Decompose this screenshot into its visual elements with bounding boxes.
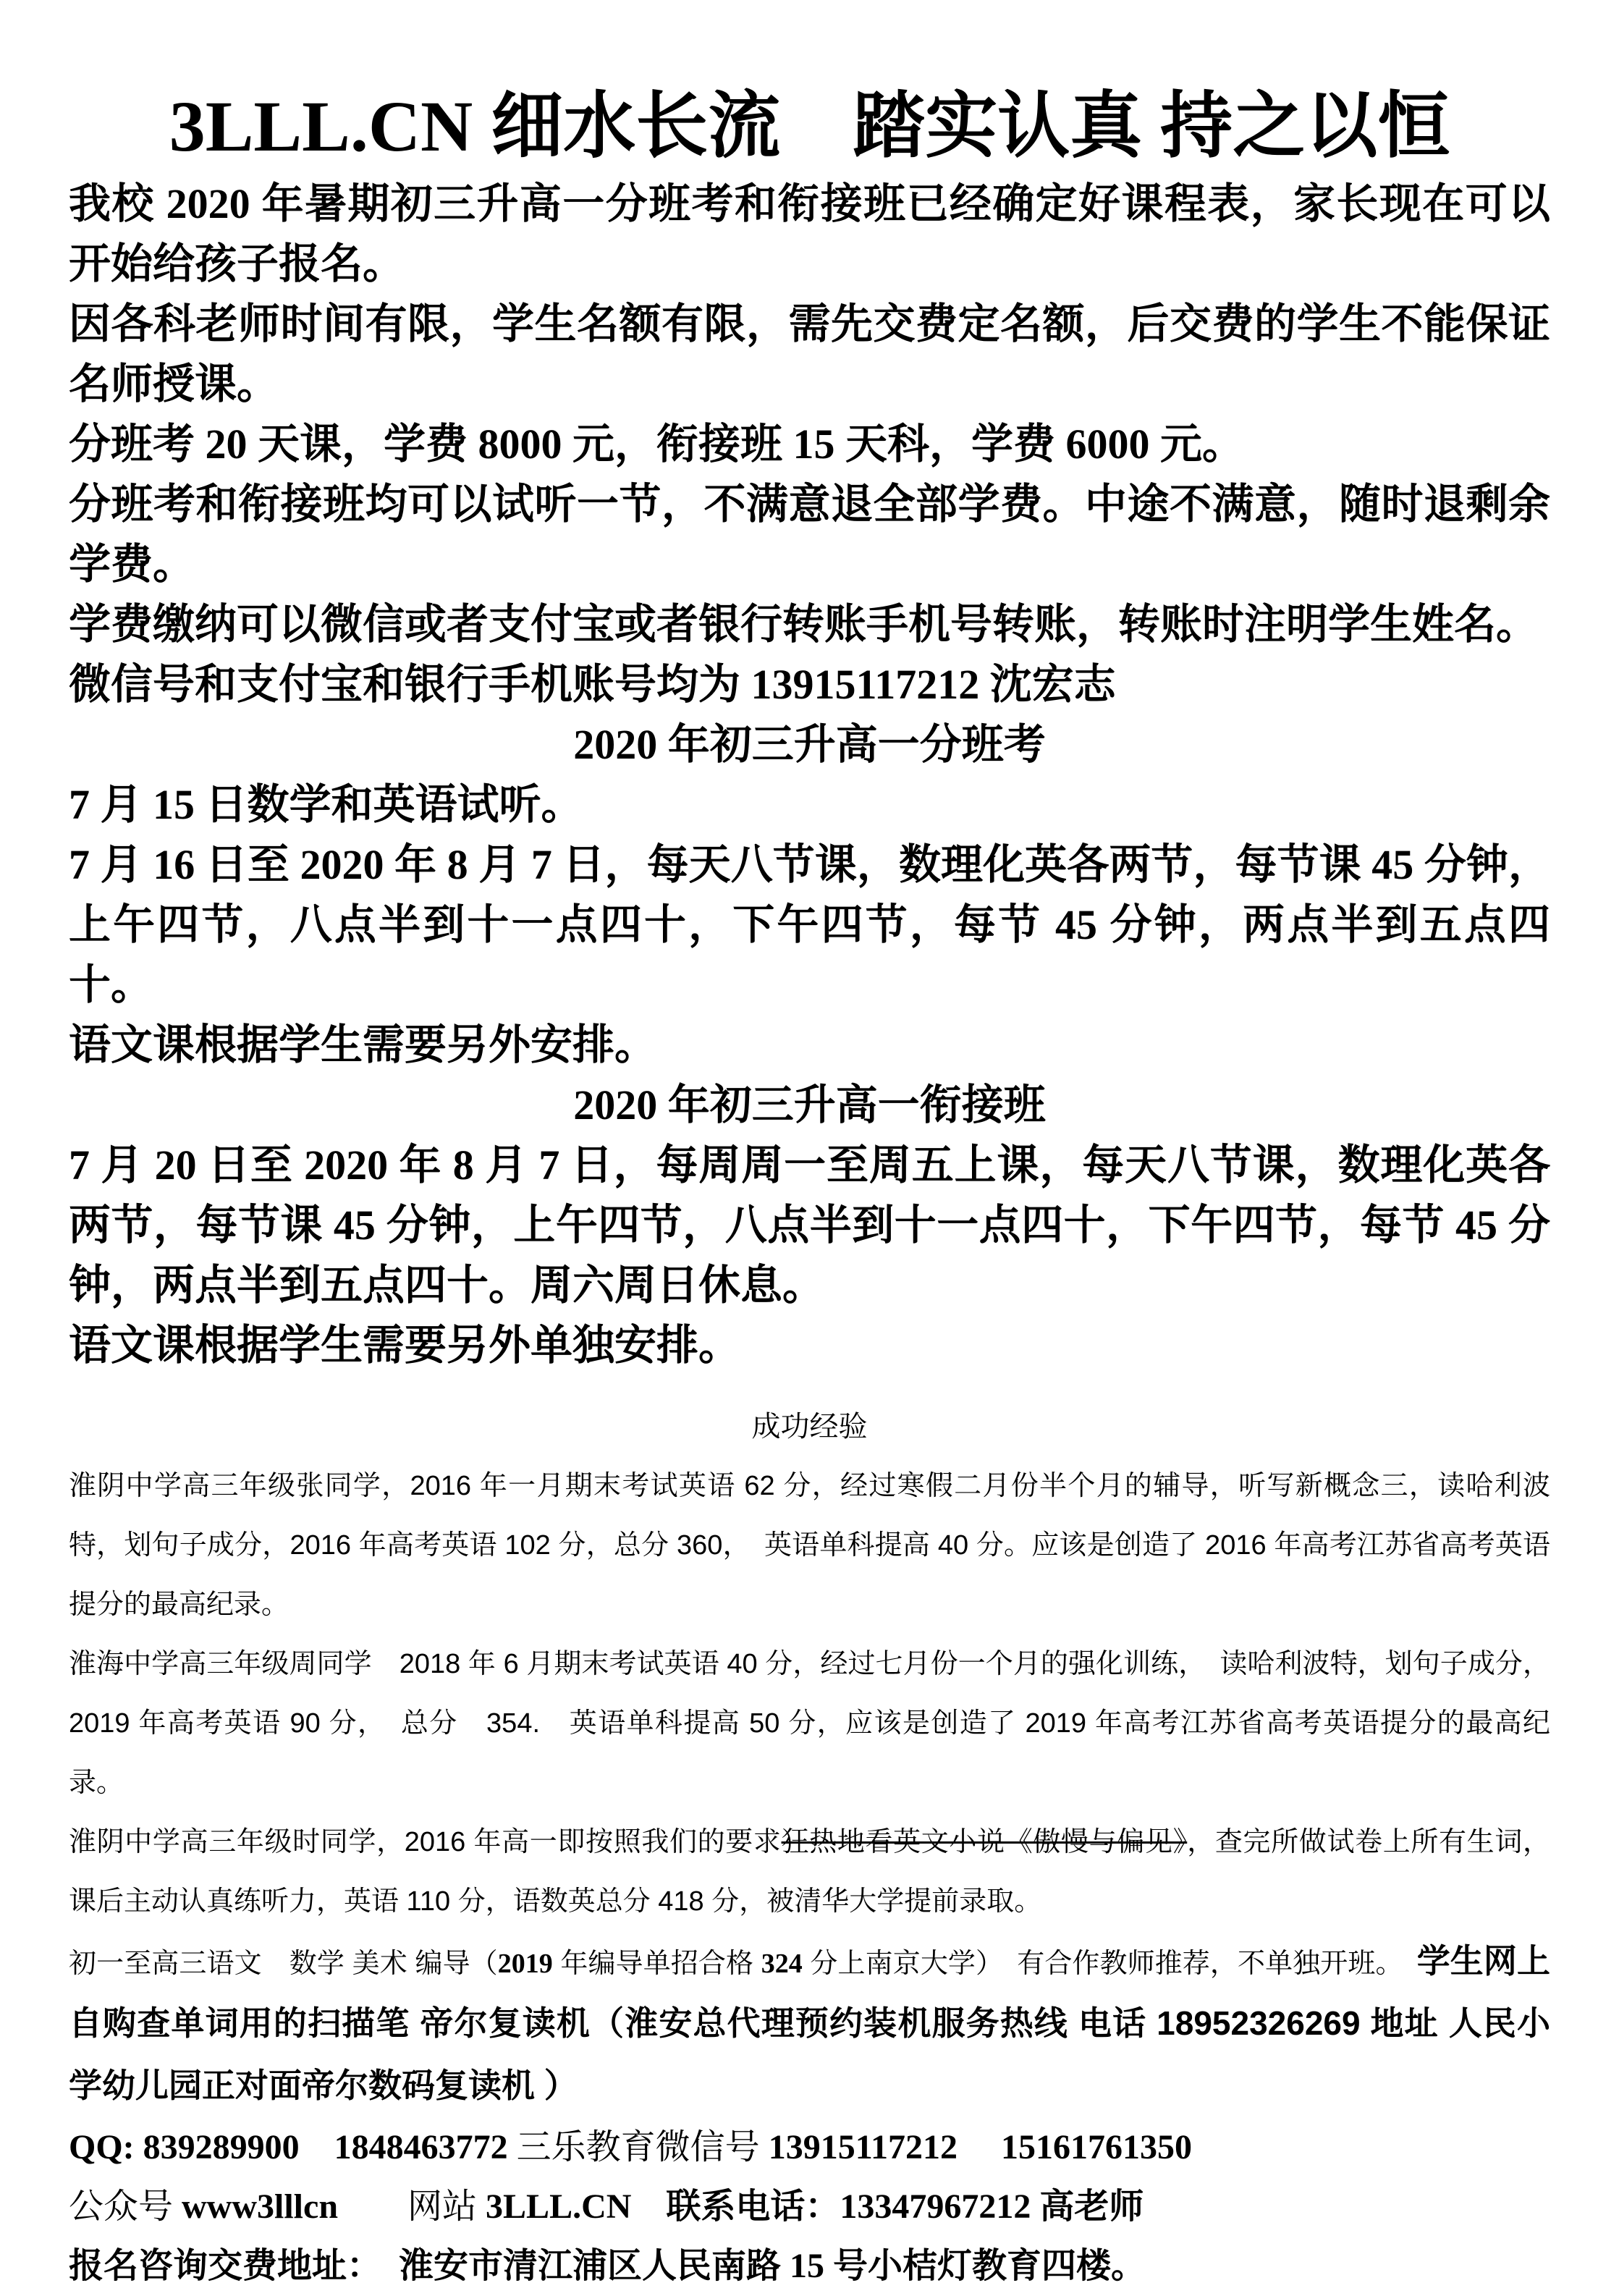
wechat-numbers: 13915117212 15161761350 bbox=[768, 2128, 1193, 2166]
success-case-zhang: 淮阴中学高三年级张同学，2016 年一月期末考试英语 62 分，经过寒假二月份半个月的辅导，听写新概念三，读哈利波特，划句子成分，2016 年高考英语 102 分，总分 360， 英语单科提高 40 分。应该是创造了 2016 年高考江苏省高考英语提分的最高纪录。 bbox=[69, 1471, 1550, 1620]
courses-list-text-3: 分上南京大学） 有合作教师推荐，不单独开班。 bbox=[802, 1949, 1417, 1979]
website-value: 3LLL.CN bbox=[486, 2187, 632, 2226]
score-324-bold: 324 bbox=[761, 1949, 803, 1979]
contact-address: 报名咨询交费地址： 淮安市清江浦区人民南路 15 号小桔灯教育四楼。 bbox=[69, 2247, 1146, 2285]
paragraph-chinese-class-note-2: 语文课根据学生需要另外单独安排。 bbox=[69, 1322, 741, 1369]
scanner-pen-note-bold: 学生网上自购查单词用的扫描笔 帝尔复读机（淮安总代理预约装机服务热线 电话 18952326269 地址 人民小学幼儿园正对面帝尔数码复读机 ） bbox=[69, 1942, 1550, 2104]
courses-list-text-2: 年编导单招合格 bbox=[552, 1949, 761, 1979]
public-account-label: 公众号 bbox=[69, 2187, 182, 2226]
contact-web-line bbox=[69, 2177, 1550, 2237]
main-notice-section bbox=[69, 174, 1550, 1375]
paragraph-bridge-schedule: 7 月 20 日至 2020 年 8 月 7 日，每周周一至周五上课，每天八节课，数理化英各两节，每节课 45 分钟，上午四节，八点半到十一点四十，下午四节，每节 45 分钟，两点半到五点四十。周六周日休息。 bbox=[69, 1141, 1550, 1309]
paragraph-chinese-class-note: 语文课根据学生需要另外安排。 bbox=[69, 1021, 657, 1068]
paragraph-placement-schedule: 7 月 16 日至 2020 年 8 月 7 日，每天八节课，数理化英各两节，每节课 45 分钟，上午四节，八点半到十一点四十，下午四节，每节 45 分钟，两点半到五点四十。 bbox=[69, 841, 1550, 1008]
website-label: 网站 bbox=[338, 2187, 486, 2226]
contact-section bbox=[69, 2118, 1550, 2296]
success-case-shi bbox=[69, 1812, 1550, 1931]
section-heading-bridge-class: 2020 年初三升高一衔接班 bbox=[573, 1081, 1046, 1128]
paragraph-trial-date: 7 月 15 日数学和英语试听。 bbox=[69, 781, 583, 828]
paragraph-enrollment-open: 我校 2020 年暑期初三升高一分班考和衔接班已经确定好课程表，家长现在可以开始给孩子报名。 bbox=[69, 180, 1550, 287]
case-shi-text-post: ，查完所做试卷上所有生词，课后主动认真练听力，英语 110 分，语数英总分 418 分，被清华大学提前录取。 bbox=[69, 1827, 1550, 1917]
paragraph-limited-seats: 因各科老师时间有限，学生名额有限，需先交费定名额，后交费的学生不能保证名师授课。 bbox=[69, 300, 1550, 408]
qq-numbers: QQ: 839289900 1848463772 bbox=[69, 2128, 517, 2166]
wechat-label: 三乐教育微信号 bbox=[516, 2128, 769, 2166]
page-title: 3LLL.CN 细水长流 踏实认真 持之以恒 bbox=[169, 86, 1450, 166]
success-stories-section bbox=[69, 1397, 1550, 2118]
contact-phone: 联系电话：13347967212 高老师 bbox=[631, 2187, 1144, 2226]
section-heading-placement-exam: 2020 年初三升高一分班考 bbox=[573, 721, 1046, 768]
courses-list-text: 初一至高三语文 数学 美术 编导（ bbox=[69, 1949, 498, 1979]
success-case-zhou: 淮海中学高三年级周同学 2018 年 6 月期末考试英语 40 分，经过七月份一个月的强化训练， 读哈利波特，划句子成分，2019 年高考英语 90 分， 总分 354. 英语单科提高 50 分，应该是创造了 2019 年高考江苏省高考英语提分的最高纪录。 bbox=[69, 1649, 1550, 1798]
paragraph-tuition-fees: 分班考 20 天课，学费 8000 元，衔接班 15 天科，学费 6000 元。 bbox=[69, 421, 1245, 468]
paragraph-payment-account: 微信号和支付宝和银行手机账号均为 13915117212 沈宏志 bbox=[69, 661, 1116, 708]
success-heading: 成功经验 bbox=[751, 1411, 868, 1443]
struck-text: 狂热地看英文小说《傲慢与偏见》 bbox=[781, 1827, 1188, 1857]
case-shi-text-pre: 淮阴中学高三年级时同学，2016 年高一即按照我们的要求 bbox=[69, 1827, 782, 1857]
year-2019-bold: 2019 bbox=[497, 1949, 553, 1979]
paragraph-refund-policy: 分班考和衔接班均可以试听一节，不满意退全部学费。中途不满意，随时退剩余学费。 bbox=[69, 481, 1550, 588]
public-account-value: www3lllcn bbox=[182, 2187, 339, 2226]
contact-qq-line bbox=[69, 2118, 1550, 2177]
paragraph-payment-methods: 学费缴纳可以微信或者支付宝或者银行转账手机号转账，转账时注明学生姓名。 bbox=[69, 601, 1539, 648]
courses-and-devices-note bbox=[69, 1931, 1550, 2118]
